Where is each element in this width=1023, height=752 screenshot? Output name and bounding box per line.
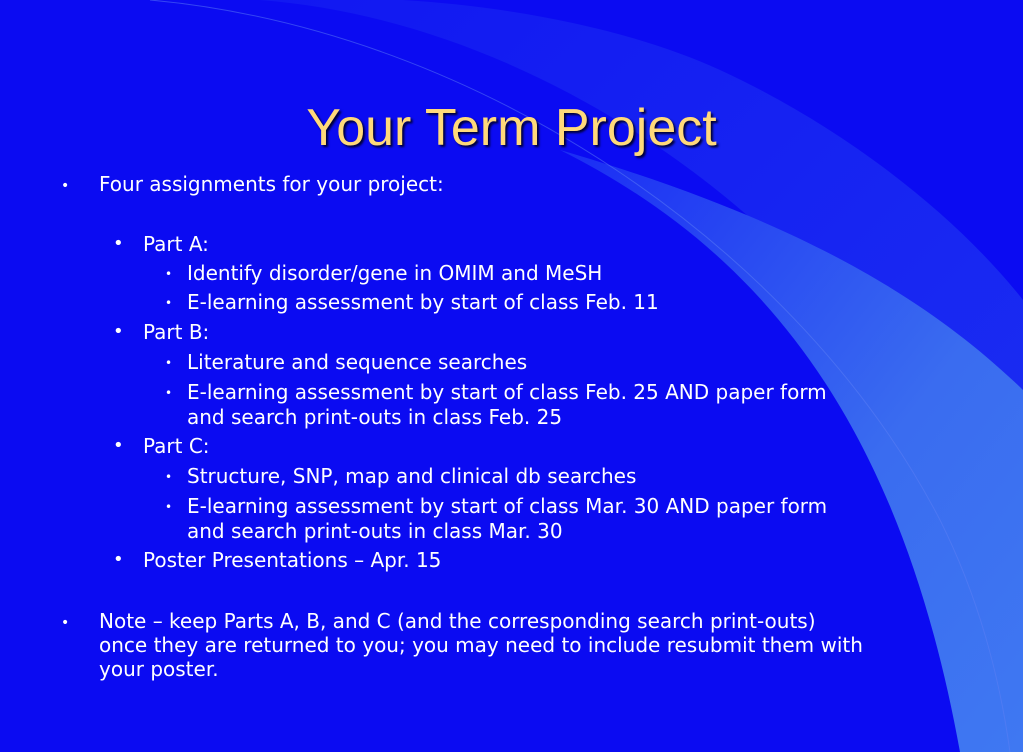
bullet-intro: •: [61, 178, 70, 194]
bullet-poster: •: [113, 549, 124, 570]
bullet-part-a: •: [113, 233, 124, 254]
part-a-item-2: E-learning assessment by start of class Feb. 11: [187, 290, 659, 314]
bullet-part-a-item-1: •: [165, 267, 173, 281]
bullet-part-c-item-2: •: [165, 500, 173, 514]
bullet-part-c-item-1: •: [165, 470, 173, 484]
part-b-item-1: Literature and sequence searches: [187, 350, 528, 374]
poster-presentations: Poster Presentations – Apr. 15: [143, 548, 442, 572]
bullet-note: •: [61, 615, 70, 631]
part-b-item-2-line-1: E-learning assessment by start of class Feb. 25 AND paper form: [187, 380, 827, 404]
bullet-part-a-item-2: •: [165, 296, 173, 310]
part-c-item-2-line-1: E-learning assessment by start of class Mar. 30 AND paper form: [187, 494, 828, 518]
note-line-1: Note – keep Parts A, B, and C (and the corresponding search print-outs): [99, 609, 816, 633]
part-c-label: Part C:: [143, 434, 210, 458]
slide-title: Your Term Project: [306, 99, 717, 157]
bullet-part-c: •: [113, 435, 124, 456]
bullet-part-b-item-2: •: [165, 386, 173, 400]
part-c-item-2-line-2: and search print-outs in class Mar. 30: [187, 519, 563, 543]
part-a-label: Part A:: [143, 232, 209, 256]
note-line-2: once they are returned to you; you may need to include resubmit them with: [99, 633, 863, 657]
part-c-item-1: Structure, SNP, map and clinical db searches: [187, 464, 637, 488]
part-b-item-2-line-2: and search print-outs in class Feb. 25: [187, 405, 563, 429]
note-line-3: your poster.: [99, 657, 219, 681]
part-b-label: Part B:: [143, 320, 210, 344]
bullet-part-b: •: [113, 321, 124, 342]
intro-text: Four assignments for your project:: [99, 172, 444, 196]
bullet-part-b-item-1: •: [165, 356, 173, 370]
part-a-item-1: Identify disorder/gene in OMIM and MeSH: [187, 261, 603, 285]
